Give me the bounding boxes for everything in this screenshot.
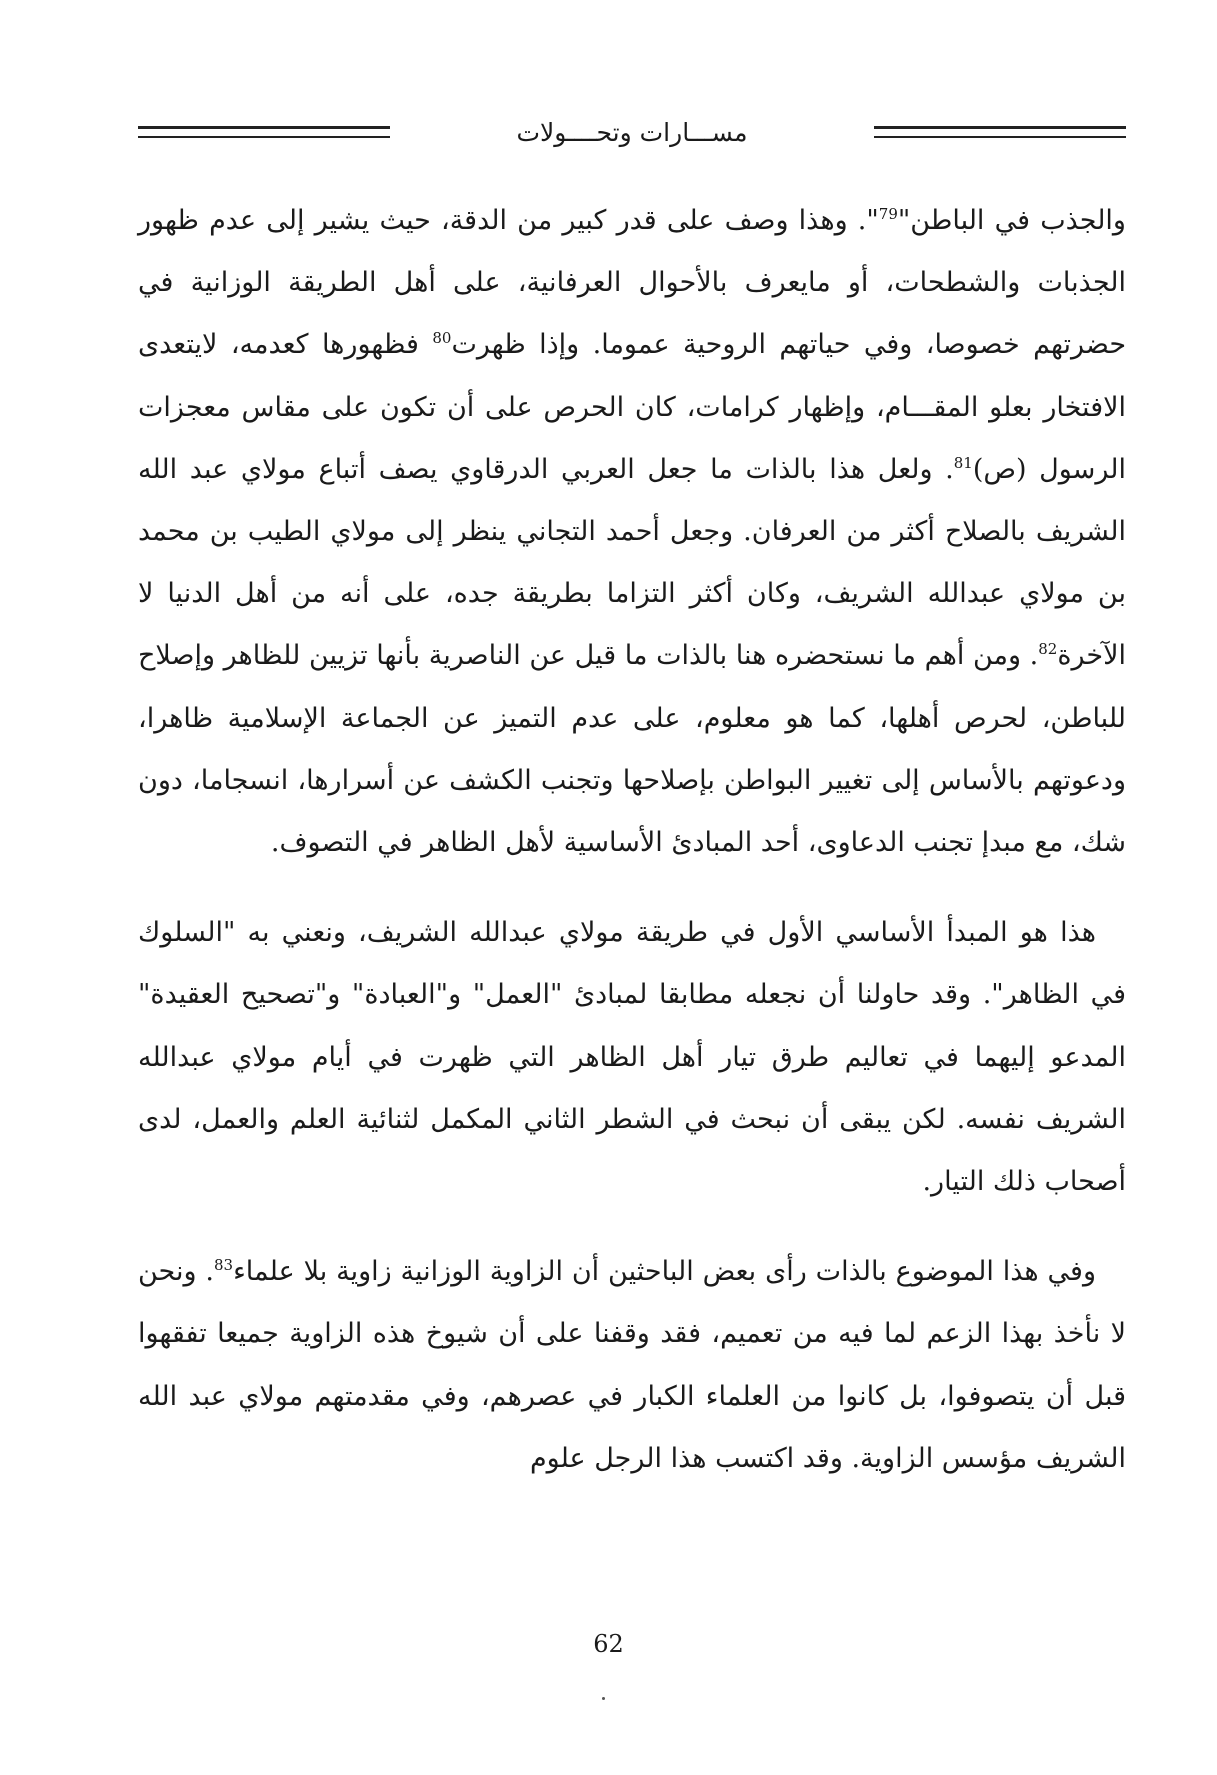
running-title: مســـارات وتحــــولات bbox=[516, 117, 748, 147]
paragraph bbox=[138, 190, 1126, 874]
paragraph bbox=[138, 1241, 1126, 1490]
running-header bbox=[138, 112, 1126, 152]
footnote-ref: 80 bbox=[432, 329, 452, 348]
text-run: ". وهذا وصف على قدر كبير من الدقة، حيث يشير إلى عدم ظهور الجذبات والشطحات، أو مايعرف بالأحوال العرفانية، على أهل الطريقة الوزانية في حضرتهم خصوصا، وفي حياتهم الروحية عموما. وإذا ظهرت bbox=[138, 205, 1127, 361]
page-number: 62 bbox=[593, 1630, 624, 1658]
text-run: فظهورها كعدمه، لايتعدى الافتخار بعلو المقـــام، وإظهار كرامات، كان الحرص على أن تكون على مقاس معجزات الرسول (ص) bbox=[138, 329, 1126, 485]
body-text bbox=[138, 190, 1126, 1490]
footnote-ref: 81 bbox=[953, 453, 973, 472]
footer-dot bbox=[602, 1697, 605, 1700]
footnote-ref: 79 bbox=[878, 205, 898, 223]
text-run: وفي هذا الموضوع بالذات رأى بعض الباحثين أن الزاوية الوزانية زاوية بلا علماء bbox=[233, 1256, 1097, 1288]
paragraph bbox=[138, 902, 1126, 1213]
footnote-ref: 82 bbox=[1038, 640, 1058, 659]
text-run: . ولعل هذا بالذات ما جعل العربي الدرقاوي يصف أتباع مولاي عبد الله الشريف بالصلاح أكثر من العرفان. وجعل أحمد التجاني ينظر إلى مولاي الطيب بن محمد بن مولاي عبدالله الشريف، وكان أكثر التزاما بطريقة جده، على أنه من أهل الدنيا لا الآخرة bbox=[138, 453, 1126, 672]
text-run: . ونحن لا نأخذ بهذا الزعم لما فيه من تعميم، فقد وقفنا على أن شيوخ هذه الزاوية جميعا تفقهوا قبل أن يتصوفوا، بل كانوا من العلماء الكبار في عصرهم، وفي مقدمتهم مولاي عبد الله الشريف مؤسس الزاوية. وقد اكتسب هذا الرجل علوم bbox=[138, 1256, 1126, 1474]
text-run: والجذب في الباطن" bbox=[897, 205, 1126, 236]
footnote-ref: 83 bbox=[214, 1256, 234, 1275]
header-rule-left bbox=[138, 126, 390, 138]
text-run: . ومن أهم ما نستحضره هنا بالذات ما قيل عن الناصرية بأنها تزيين للظاهر وإصلاح للباطن، لحرص أهلها، كما هو معلوم، على عدم التميز عن الجماعة الإسلامية ظاهرا، ودعوتهم بالأساس إلى تغيير البواطن بإصلاحها وتجنب الكشف عن أسرارها، انسجاما، دون شك، مع مبدإ تجنب الدعاوى، أحد المبادئ الأساسية لأهل الظاهر في التصوف. bbox=[138, 640, 1126, 859]
header-rule-right bbox=[874, 126, 1126, 138]
text-run: هذا هو المبدأ الأساسي الأول في طريقة مولاي عبدالله الشريف، ونعني به "السلوك في الظاهر". وقد حاولنا أن نجعله مطابقا لمبادئ "العمل" و"العبادة" و"تصحيح العقيدة" المدعو إليهما في تعاليم طرق تيار أهل الظاهر التي ظهرت في أيام مولاي عبدالله الشريف نفسه. لكن يبقى أن نبحث في الشطر الثاني المكمل لثنائية العلم والعمل، لدى أصحاب ذلك التيار. bbox=[138, 917, 1126, 1198]
